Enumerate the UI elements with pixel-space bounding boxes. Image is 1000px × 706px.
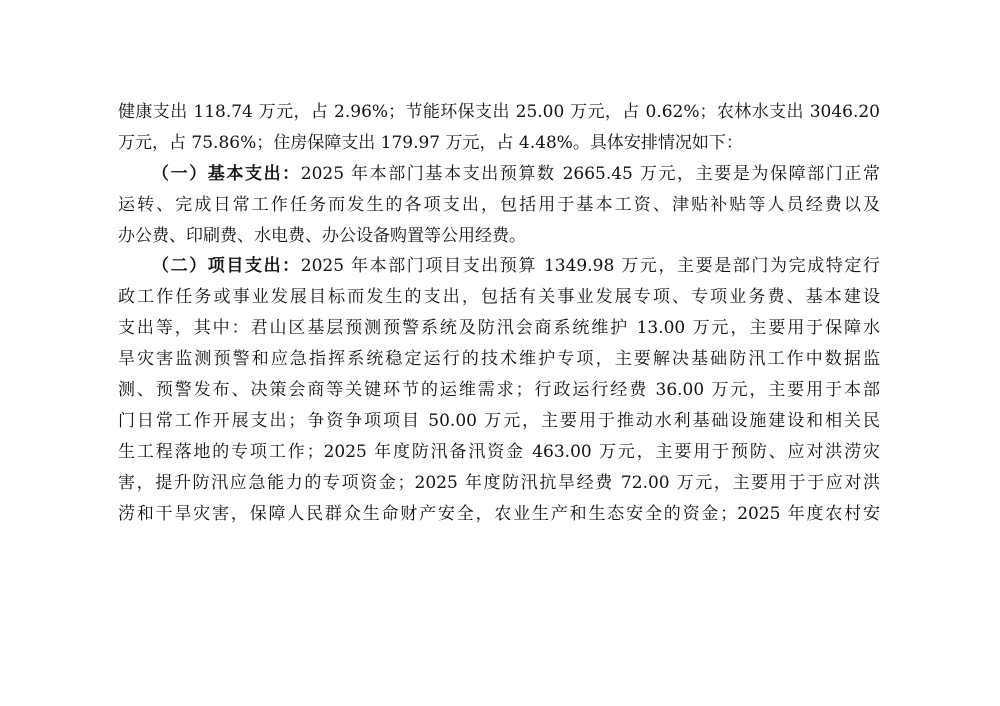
text-line xyxy=(118,159,880,190)
text-line: 生工程落地的专项工作；2025 年度防汛备汛资金 463.00 万元，主要用于预防、应对洪涝灾 xyxy=(118,441,880,462)
text-line: 门日常工作开展支出；争资争项项目 50.00 万元，主要用于推动水利基础设施建设和相关民 xyxy=(118,410,880,431)
section-heading-basic-expenditure: （一）基本支出： xyxy=(152,163,301,184)
text-line: 涝和干旱灾害，保障人民群众生命财产安全，农业生产和生态安全的资金；2025 年度农村安 xyxy=(118,503,880,524)
section-heading-project-expenditure: （二）项目支出： xyxy=(152,256,301,277)
text-line: 万元，占 75.86%；住房保障支出 179.97 万元，占 4.48%。具体安排情况如下： xyxy=(118,132,743,153)
text-line: 旱灾害监测预警和应急指挥系统稳定运行的技术维护专项，主要解决基础防汛工作中数据监 xyxy=(118,349,880,370)
document-body xyxy=(118,97,880,529)
text-line xyxy=(118,251,880,282)
text-line: 害，提升防汛应急能力的专项资金；2025 年度防汛抗旱经费 72.00 万元，主要用于于应对洪 xyxy=(118,472,880,493)
text-span: 2025 年本部门项目支出预算 1349.98 万元，主要是部门为完成特定行 xyxy=(300,256,881,277)
text-line: 健康支出 118.74 万元，占 2.96%；节能环保支出 25.00 万元，占 0.62%；农林水支出 3046.20 xyxy=(118,102,880,122)
text-line: 支出等，其中：君山区基层预测预警系统及防汛会商系统维护 13.00 万元，主要用于保障水 xyxy=(118,318,880,339)
text-line: 运转、完成日常工作任务而发生的各项支出，包括用于基本工资、津贴补贴等人员经费以及 xyxy=(118,194,880,215)
text-line: 测、预警发布、决策会商等关键环节的运维需求；行政运行经费 36.00 万元，主要用于本部 xyxy=(118,380,880,401)
text-line: 政工作任务或事业发展目标而发生的支出，包括有关事业发展专项、专项业务费、基本建设 xyxy=(118,287,880,308)
text-span: 2025 年本部门基本支出预算数 2665.45 万元，主要是为保障部门正常 xyxy=(300,163,881,184)
text-line: 办公费、印刷费、水电费、办公设备购置等公用经费。 xyxy=(118,225,526,246)
